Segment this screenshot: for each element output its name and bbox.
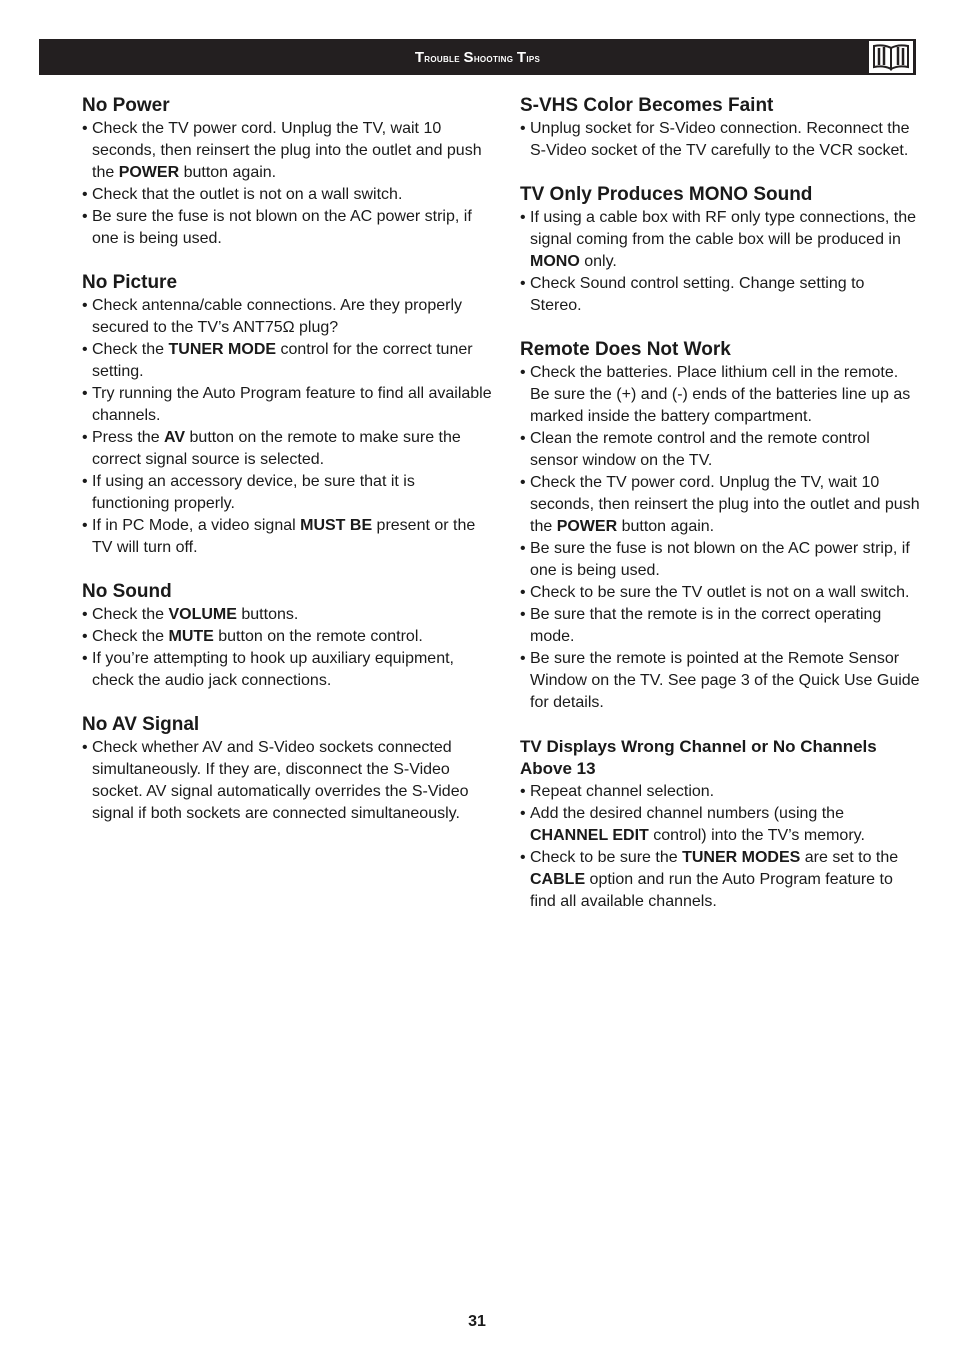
open-book-icon [868, 40, 914, 74]
list-item: • Check the TV power cord. Unplug the TV, wait 10 seconds, then reinsert the plug into the outlet and push the POWER button again. [520, 472, 920, 538]
list-item: • Be sure the fuse is not blown on the AC power strip, if one is being used. [82, 206, 492, 250]
list-item: • Try running the Auto Program feature to find all available channels. [82, 383, 492, 427]
list-item: • Repeat channel selection. [520, 781, 920, 803]
section-no-sound [82, 581, 492, 692]
list-item: • If using a cable box with RF only type connections, the signal coming from the cable box will be produced in MONO only. [520, 207, 920, 273]
list-item: • Add the desired channel numbers (using the CHANNEL EDIT control) into the TV’s memory. [520, 803, 920, 847]
list-item: • Check whether AV and S-Video sockets connected simultaneously. If they are, disconnect the S-Video socket. AV signal automatically overrides the S-Video signal if both sockets are connected simultaneously. [82, 737, 492, 825]
list-item: • Unplug socket for S-Video connection. Reconnect the S-Video socket of the TV carefully to the VCR socket. [520, 118, 920, 162]
list-item: • Be sure the fuse is not blown on the AC power strip, if one is being used. [520, 538, 920, 582]
section-title: No Power [82, 95, 170, 116]
header-title-part: T [414, 49, 425, 66]
header-title [39, 49, 916, 66]
list-item: • Check that the outlet is not on a wall switch. [82, 184, 492, 206]
list-item: • Press the AV button on the remote to make sure the correct signal source is selected. [82, 427, 492, 471]
section-title: Remote Does Not Work [520, 339, 731, 360]
list-item: • If using an accessory device, be sure that it is functioning properly. [82, 471, 492, 515]
list-item: • Be sure the remote is pointed at the Remote Sensor Window on the TV. See page 3 of the Quick Use Guide for details. [520, 648, 920, 714]
section-title: TV Displays Wrong Channel or No Channels Above 13 [520, 737, 877, 778]
list-item: • Check the TUNER MODE control for the correct tuner setting. [82, 339, 492, 383]
list-item: • Check the VOLUME buttons. [82, 604, 492, 626]
list-item: • If in PC Mode, a video signal MUST BE present or the TV will turn off. [82, 515, 492, 559]
header-title-part: T [516, 49, 527, 66]
list-item: • Check the batteries. Place lithium cell in the remote. Be sure the (+) and (-) ends of the batteries line up as marked inside the battery compartment. [520, 362, 920, 428]
header-title-part: ips [526, 51, 541, 65]
section-title: S-VHS Color Becomes Faint [520, 95, 774, 116]
section-no-power [82, 95, 492, 250]
list-item: • If you’re attempting to hook up auxiliary equipment, check the audio jack connections. [82, 648, 492, 692]
right-column [520, 95, 920, 935]
list-item: • Check Sound control setting. Change setting to Stereo. [520, 273, 920, 317]
section-mono-sound [520, 184, 920, 317]
header-title-part: S [463, 49, 474, 66]
section-title: No Sound [82, 581, 172, 602]
section-title: No AV Signal [82, 714, 200, 735]
section-title: TV Only Produces MONO Sound [520, 184, 813, 205]
list-item: • Check to be sure the TV outlet is not on a wall switch. [520, 582, 920, 604]
section-remote [520, 339, 920, 714]
page-number: 31 [468, 1313, 486, 1330]
list-item: • Check the MUTE button on the remote control. [82, 626, 492, 648]
section-no-av-signal [82, 714, 492, 825]
header-title-part: hooting [473, 51, 517, 65]
section-wrong-channel [520, 736, 920, 913]
section-no-picture [82, 272, 492, 559]
section-title: No Picture [82, 272, 178, 293]
section-svhs-faint [520, 95, 920, 162]
list-item: • Be sure that the remote is in the correct operating mode. [520, 604, 920, 648]
list-item: • Check antenna/cable connections. Are they properly secured to the TV’s ANT75Ω plug? [82, 295, 492, 339]
header-title-part: rouble [424, 51, 464, 65]
list-item: • Check the TV power cord. Unplug the TV, wait 10 seconds, then reinsert the plug into the outlet and push the POWER button again. [82, 118, 492, 184]
list-item: • Clean the remote control and the remote control sensor window on the TV. [520, 428, 920, 472]
list-item: • Check to be sure the TUNER MODES are set to the CABLE option and run the Auto Program feature to find all available channels. [520, 847, 920, 913]
header-bar [39, 39, 916, 75]
left-column [82, 95, 492, 847]
